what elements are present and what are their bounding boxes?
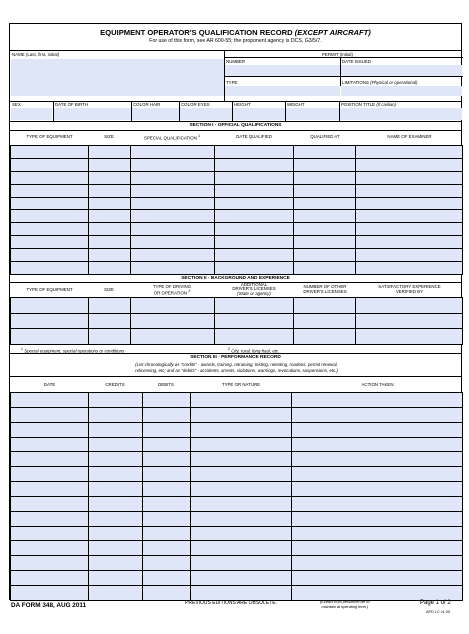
section1-row: [11, 171, 463, 184]
section3-cell[interactable]: [142, 571, 190, 586]
section1-cell[interactable]: [130, 184, 214, 197]
section2-cell[interactable]: [294, 298, 356, 314]
section3-cell[interactable]: [88, 422, 142, 437]
section2-cell[interactable]: [130, 329, 214, 345]
type-field[interactable]: [225, 86, 340, 96]
section1-cell[interactable]: [88, 223, 130, 236]
section3-cell[interactable]: [11, 571, 89, 586]
section3-cell[interactable]: [142, 482, 190, 497]
section3-cell[interactable]: [190, 571, 292, 586]
section3-cell[interactable]: [11, 407, 89, 422]
section3-cell[interactable]: [88, 496, 142, 511]
section1-cell[interactable]: [130, 210, 214, 223]
section1-cell[interactable]: [88, 158, 130, 171]
section1-cell[interactable]: [214, 184, 294, 197]
section3-note-2: relicensing, etc; and as "debits" - accidents, arrests, violations, warnings, revocations, suspensions, etc.): [135, 368, 338, 373]
section2-cell[interactable]: [88, 329, 130, 345]
section3-row: [11, 496, 463, 511]
s2-col-verified: SATISFACTORY EXPERIENCE VERIFIED BY: [378, 284, 441, 294]
section1-row: [11, 262, 463, 275]
section3-row: [11, 541, 463, 556]
s3-col-type: TYPE OR NATURE: [221, 382, 261, 387]
section1-cell[interactable]: [130, 197, 214, 210]
section1-cell[interactable]: [11, 158, 89, 171]
weight-field[interactable]: [286, 108, 339, 120]
date-issued-field[interactable]: [341, 65, 462, 76]
section3-row: [11, 482, 463, 497]
section1-cell[interactable]: [294, 210, 356, 223]
section3-cell[interactable]: [142, 437, 190, 452]
section1-row: [11, 158, 463, 171]
weight-label: WEIGHT: [287, 102, 305, 107]
section3-cell[interactable]: [292, 511, 463, 526]
section3-cell[interactable]: [88, 541, 142, 556]
section2-cell[interactable]: [11, 329, 89, 345]
section3-cell[interactable]: [11, 526, 89, 541]
section2-row: [11, 298, 463, 314]
section3-title: SECTION III - PERFORMANCE RECORD: [190, 355, 281, 360]
section1-cell[interactable]: [214, 171, 294, 184]
section3-row: [11, 585, 463, 600]
section1-cell[interactable]: [294, 249, 356, 262]
limitations-label: LIMITATIONS (Physical or operational): [342, 80, 418, 85]
section2-cell[interactable]: [356, 329, 463, 345]
section3-cell[interactable]: [190, 541, 292, 556]
section2-cell[interactable]: [214, 298, 294, 314]
section3-cell[interactable]: [292, 526, 463, 541]
section1-cell[interactable]: [214, 146, 294, 159]
name-field[interactable]: [11, 59, 224, 96]
section3-cell[interactable]: [190, 526, 292, 541]
section2-cell[interactable]: [214, 313, 294, 329]
color-hair-field[interactable]: [132, 108, 179, 120]
section3-cell[interactable]: [11, 393, 89, 408]
section1-cell[interactable]: [11, 197, 89, 210]
color-eyes-field[interactable]: [180, 108, 232, 120]
section1-cell[interactable]: [214, 210, 294, 223]
section2-row: [11, 329, 463, 345]
section3-cell[interactable]: [88, 393, 142, 408]
section1-cell[interactable]: [356, 236, 463, 249]
s1-col-type: TYPE OF EQUIPMENT: [26, 134, 73, 139]
section3-cell[interactable]: [292, 482, 463, 497]
section3-row: [11, 467, 463, 482]
section3-cell[interactable]: [11, 437, 89, 452]
section3-cell[interactable]: [190, 585, 292, 600]
section1-cell[interactable]: [294, 236, 356, 249]
dob-field[interactable]: [54, 108, 131, 120]
section2-cell[interactable]: [11, 313, 89, 329]
section3-cell[interactable]: [190, 437, 292, 452]
section1-cell[interactable]: [88, 249, 130, 262]
section2-cell[interactable]: [356, 298, 463, 314]
section3-cell[interactable]: [88, 571, 142, 586]
section3-cell[interactable]: [142, 452, 190, 467]
form-subtitle: For use of this form, see AR 600-55; the proponent agency is DCS, G3/5/7.: [149, 38, 322, 44]
permit-label: PERMIT (Initial): [322, 52, 353, 57]
number-field[interactable]: [225, 65, 340, 76]
section3-row: [11, 437, 463, 452]
section1-cell[interactable]: [356, 210, 463, 223]
section3-cell[interactable]: [88, 407, 142, 422]
section1-cell[interactable]: [130, 249, 214, 262]
section1-cell[interactable]: [356, 171, 463, 184]
section1-cell[interactable]: [294, 223, 356, 236]
section3-cell[interactable]: [190, 511, 292, 526]
section3-cell[interactable]: [292, 422, 463, 437]
section3-cell[interactable]: [292, 556, 463, 571]
section3-cell[interactable]: [11, 541, 89, 556]
s3-col-date: DATE: [43, 382, 56, 387]
section3-row: [11, 556, 463, 571]
section2-cell[interactable]: [214, 329, 294, 345]
section3-table[interactable]: [10, 392, 463, 601]
section3-cell[interactable]: [190, 393, 292, 408]
section2-title: SECTION II - BACKGROUND AND EXPERIENCE: [181, 276, 290, 281]
date-issued-label: DATE ISSUED: [342, 59, 371, 64]
section2-cell[interactable]: [88, 313, 130, 329]
section2-cell[interactable]: [130, 298, 214, 314]
section1-cell[interactable]: [356, 158, 463, 171]
section1-cell[interactable]: [294, 184, 356, 197]
s3-col-debits: DEBITS: [158, 382, 174, 387]
section1-cell[interactable]: [356, 223, 463, 236]
section3-cell[interactable]: [292, 585, 463, 600]
section1-cell[interactable]: [294, 197, 356, 210]
section3-cell[interactable]: [11, 556, 89, 571]
section3-cell[interactable]: [88, 585, 142, 600]
section1-cell[interactable]: [88, 146, 130, 159]
s2-col-size: SIZE: [104, 287, 114, 292]
section1-cell[interactable]: [11, 223, 89, 236]
section1-table[interactable]: [10, 145, 463, 275]
section1-cell[interactable]: [11, 146, 89, 159]
height-label: HEIGHT: [234, 102, 251, 107]
name-label: NAME (Last, first, initial): [12, 52, 60, 57]
section3-cell[interactable]: [88, 511, 142, 526]
section1-row: [11, 223, 463, 236]
section3-cell[interactable]: [142, 511, 190, 526]
section3-row: [11, 407, 463, 422]
section3-note-1: (List chronologically as "credits" - awards, training, retraining, testing, retesting, roadeos, permit renewal,: [135, 362, 338, 367]
form-frame: [9, 23, 462, 600]
extract-note: (Extract from personnel file to maintain at operating level.): [320, 600, 370, 609]
section3-cell[interactable]: [88, 467, 142, 482]
section1-cell[interactable]: [214, 262, 294, 275]
section3-cell[interactable]: [88, 556, 142, 571]
section1-row: [11, 210, 463, 223]
section3-row: [11, 511, 463, 526]
limitations-field[interactable]: [341, 86, 462, 96]
section2-cell[interactable]: [356, 313, 463, 329]
section1-cell[interactable]: [214, 223, 294, 236]
form-id: DA FORM 348, AUG 2011: [11, 602, 87, 609]
section1-cell[interactable]: [88, 184, 130, 197]
position-title-label: POSITION TITLE (If civilian): [341, 102, 397, 107]
s2-col-licenses: ADDITIONAL DRIVER'S LICENSES (State or agency): [232, 282, 276, 296]
height-field[interactable]: [233, 108, 285, 120]
version: APD LC v1.00: [426, 610, 451, 614]
section3-cell[interactable]: [142, 585, 190, 600]
section1-cell[interactable]: [294, 262, 356, 275]
section3-cell[interactable]: [142, 541, 190, 556]
form-title: EQUIPMENT OPERATOR'S QUALIFICATION RECORD (EXCEPT AIRCRAFT): [100, 28, 371, 37]
section1-cell[interactable]: [214, 249, 294, 262]
sex-label: SEX: [12, 102, 21, 107]
section3-cell[interactable]: [190, 467, 292, 482]
section1-cell[interactable]: [130, 158, 214, 171]
section1-cell[interactable]: [11, 262, 89, 275]
section1-cell[interactable]: [356, 197, 463, 210]
section1-cell[interactable]: [214, 158, 294, 171]
section1-title: SECTION I - OFFICIAL QUALIFICATIONS: [189, 123, 282, 128]
section2-table[interactable]: [10, 297, 463, 345]
section3-cell[interactable]: [190, 556, 292, 571]
section1-cell[interactable]: [214, 236, 294, 249]
section3-cell[interactable]: [292, 541, 463, 556]
page-number: Page 1 of 2: [420, 600, 451, 606]
section3-cell[interactable]: [190, 422, 292, 437]
section1-row: [11, 236, 463, 249]
section1-cell[interactable]: [356, 262, 463, 275]
s1-col-at: QUALIFIED AT: [310, 134, 340, 139]
section1-cell[interactable]: [11, 236, 89, 249]
s1-col-examiner: NAME OF EXAMINER: [387, 134, 432, 139]
type-label: TYPE: [226, 80, 238, 85]
section3-cell[interactable]: [190, 496, 292, 511]
s1-col-size: SIZE: [104, 134, 114, 139]
section1-cell[interactable]: [130, 236, 214, 249]
s1-col-special: SPECIAL QUALIFICATION $^1$: [143, 134, 201, 141]
section3-cell[interactable]: [142, 407, 190, 422]
section3-cell[interactable]: [292, 571, 463, 586]
section2-cell[interactable]: [294, 329, 356, 345]
s1-col-date: DATE QUALIFIED: [236, 134, 272, 139]
section3-row: [11, 452, 463, 467]
section1-cell[interactable]: [130, 171, 214, 184]
section3-cell[interactable]: [11, 585, 89, 600]
obsolete-note: PREVIOUS EDITIONS ARE OBSOLETE.: [185, 600, 277, 606]
section3-cell[interactable]: [142, 422, 190, 437]
section1-row: [11, 249, 463, 262]
position-title-field[interactable]: [340, 108, 462, 120]
section1-cell[interactable]: [294, 171, 356, 184]
section1-cell[interactable]: [11, 210, 89, 223]
section1-cell[interactable]: [11, 171, 89, 184]
section1-cell[interactable]: [130, 262, 214, 275]
section1-cell[interactable]: [11, 249, 89, 262]
s3-col-action: ACTION TAKEN: [361, 382, 394, 387]
section3-row: [11, 526, 463, 541]
number-label: NUMBER: [226, 59, 246, 64]
section3-cell[interactable]: [190, 407, 292, 422]
footnote-1: $^1$ Special equipment, special operations or conditions: [21, 347, 125, 354]
section1-cell[interactable]: [88, 171, 130, 184]
color-eyes-label: COLOR EYES: [181, 102, 210, 107]
section3-cell[interactable]: [11, 422, 89, 437]
section1-cell[interactable]: [11, 184, 89, 197]
section1-cell[interactable]: [88, 197, 130, 210]
section3-cell[interactable]: [190, 482, 292, 497]
section3-cell[interactable]: [88, 437, 142, 452]
section1-row: [11, 197, 463, 210]
section1-cell[interactable]: [130, 223, 214, 236]
section3-row: [11, 422, 463, 437]
section3-cell[interactable]: [88, 452, 142, 467]
section3-cell[interactable]: [142, 496, 190, 511]
section3-cell[interactable]: [292, 467, 463, 482]
s2-col-driving: TYPE OF DRIVING OR OPERATION $^2$: [152, 284, 192, 296]
sex-field[interactable]: [11, 108, 52, 120]
section2-cell[interactable]: [294, 313, 356, 329]
section3-cell[interactable]: [292, 496, 463, 511]
section1-row: [11, 184, 463, 197]
section3-cell[interactable]: [292, 407, 463, 422]
section1-cell[interactable]: [356, 184, 463, 197]
section3-cell[interactable]: [88, 482, 142, 497]
section1-cell[interactable]: [214, 197, 294, 210]
section1-cell[interactable]: [88, 236, 130, 249]
section3-cell[interactable]: [11, 511, 89, 526]
dob-label: DATE OF BIRTH: [55, 102, 89, 107]
section1-cell[interactable]: [88, 262, 130, 275]
section1-cell[interactable]: [356, 146, 463, 159]
section2-row: [11, 313, 463, 329]
section1-cell[interactable]: [130, 146, 214, 159]
section3-cell[interactable]: [142, 526, 190, 541]
section1-cell[interactable]: [356, 249, 463, 262]
section3-cell[interactable]: [292, 393, 463, 408]
section3-cell[interactable]: [142, 393, 190, 408]
section3-cell[interactable]: [292, 452, 463, 467]
s3-col-credits: CREDITS: [105, 382, 125, 387]
section1-cell[interactable]: [294, 158, 356, 171]
section1-cell[interactable]: [88, 210, 130, 223]
section3-cell[interactable]: [11, 482, 89, 497]
section3-cell[interactable]: [142, 467, 190, 482]
section2-cell[interactable]: [11, 298, 89, 314]
section3-cell[interactable]: [11, 452, 89, 467]
s2-col-other: NUMBER OF OTHER DRIVER'S LICENSES: [303, 284, 347, 294]
section3-cell[interactable]: [11, 467, 89, 482]
footnote-2: $^2$ City, rural, long haul, etc.: [228, 347, 280, 354]
color-hair-label: COLOR HAIR: [133, 102, 161, 107]
section3-row: [11, 571, 463, 586]
section3-cell[interactable]: [88, 526, 142, 541]
section3-cell[interactable]: [142, 556, 190, 571]
section2-cell[interactable]: [130, 313, 214, 329]
section3-row: [11, 393, 463, 408]
section1-cell[interactable]: [294, 146, 356, 159]
section3-cell[interactable]: [11, 496, 89, 511]
section2-cell[interactable]: [88, 298, 130, 314]
section1-row: [11, 146, 463, 159]
section3-cell[interactable]: [190, 452, 292, 467]
s2-col-type: TYPE OF EQUIPMENT: [26, 287, 73, 292]
section3-cell[interactable]: [292, 437, 463, 452]
